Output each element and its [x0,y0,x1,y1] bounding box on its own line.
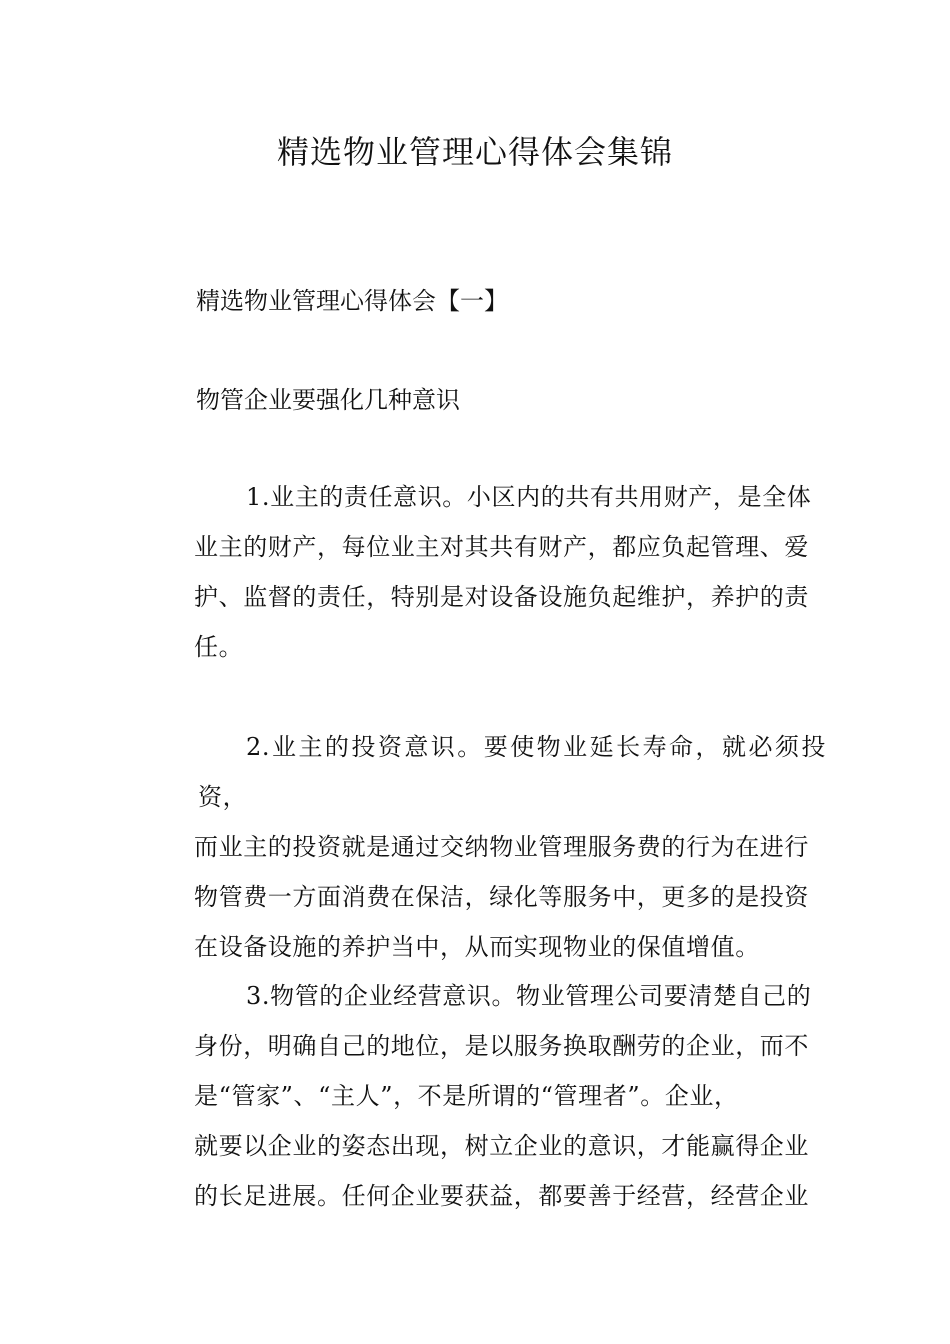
paragraph-line: 业主的财产，每位业主对其共有财产，都应负起管理、爱 [194,533,809,561]
paragraph-line: 而业主的投资就是通过交纳物业管理服务费的行为在进行 [194,833,809,861]
paragraph-line: 在设备设施的养护当中，从而实现物业的保值增值。 [194,933,760,961]
paragraph-line: 护、监督的责任，特别是对设备设施负起维护，养护的责 [194,583,809,611]
paragraph-1 [146,472,826,672]
paragraph-2 [146,722,826,972]
subheading: 物管企业要强化几种意识 [196,386,460,414]
paragraph-line: 是“管家”、“主人”，不是所谓的“管理者”。企业， [194,1082,739,1110]
paragraph-line: 物管费一方面消费在保洁，绿化等服务中，更多的是投资 [194,883,809,911]
paragraph-line: 身份，明确自己的地位，是以服务换取酬劳的企业，而不 [194,1032,809,1060]
paragraph-line: 2.业主的投资意识。要使物业延长寿命，就必须投资， [198,733,826,811]
document-title: 精选物业管理心得体会集锦 [276,133,673,171]
paragraph-line: 3.物管的企业经营意识。物业管理公司要清楚自己的 [246,982,812,1010]
paragraph-3 [146,971,826,1221]
paragraph-line: 就要以企业的姿态出现，树立企业的意识，才能赢得企业 [194,1132,809,1160]
section-heading: 精选物业管理心得体会【一】 [196,287,508,315]
paragraph-line: 任。 [194,633,244,661]
paragraph-line: 的长足进展。任何企业要获益，都要善于经营，经营企业 [194,1182,809,1210]
paragraph-line: 1.业主的责任意识。小区内的共有共用财产，是全体 [246,483,812,511]
